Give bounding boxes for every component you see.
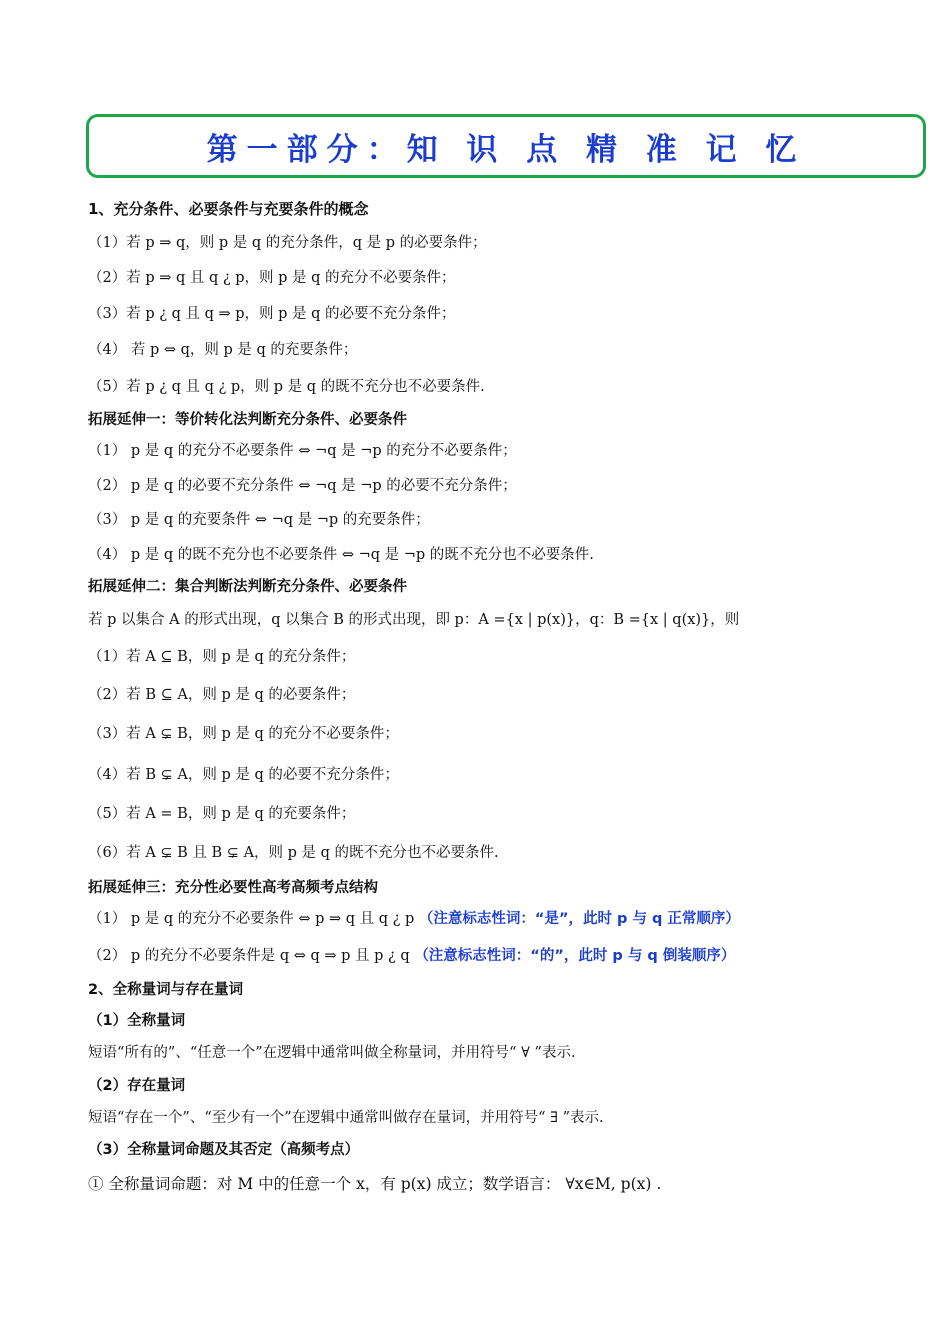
text-line: （1）若 p ⇒ q，则 p 是 q 的充分条件，q 是 p 的必要条件； — [88, 235, 487, 251]
text-line: （1） p 是 q 的充分不必要条件 ⇔ ¬q 是 ¬p 的充分不必要条件； — [88, 443, 517, 459]
text-line: （2）若 p ⇒ q 且 q ¿ p，则 p 是 q 的充分不必要条件； — [88, 270, 456, 286]
text-line: （2）若 B ⊆ A，则 p 是 q 的必要条件； — [88, 687, 356, 703]
section-heading: 1、充分条件、必要条件与充要条件的概念 — [88, 200, 369, 218]
text-line: （3）若 p ¿ q 且 q ⇒ p，则 p 是 q 的必要不充分条件； — [88, 306, 456, 322]
note: （注意标志性词：“是”，此时 p 与 q 正常顺序） — [418, 911, 740, 927]
text-line: （6）若 A ⊊ B 且 B ⊊ A，则 p 是 q 的既不充分也不必要条件. — [88, 845, 499, 861]
text-line: （4）若 B ⊊ A，则 p 是 q 的必要不充分条件； — [88, 767, 399, 783]
subheading: （1）全称量词 — [88, 1013, 186, 1029]
text-line: （4） 若 p ⇔ q，则 p 是 q 的充要条件； — [88, 342, 358, 358]
text-line: 若 p 以集合 A 的形式出现，q 以集合 B 的形式出现，即 p：A ={x | p(x)}，q：B ={x | q(x)}，则 — [88, 612, 740, 628]
text-line: （3） p 是 q 的充要条件 ⇔ ¬q 是 ¬p 的充要条件； — [88, 512, 430, 528]
section-heading: 2、全称量词与存在量词 — [88, 982, 244, 998]
text-line: （5）若 p ¿ q 且 q ¿ p，则 p 是 q 的既不充分也不必要条件. — [88, 379, 485, 395]
subheading: （2）存在量词 — [88, 1078, 186, 1094]
text-line-with-note — [88, 946, 735, 966]
subheading: 拓展延伸一：等价转化法判断充分条件、必要条件 — [88, 412, 407, 428]
text-line: 短语“所有的”、“任意一个”在逻辑中通常叫做全称量词，并用符号“ ∀ ”表示. — [88, 1045, 576, 1061]
text-line: （3）若 A ⊊ B，则 p 是 q 的充分不必要条件； — [88, 726, 399, 742]
page-title: 第一部分：知 识 点 精 准 记 忆 — [206, 131, 806, 168]
text-line-with-note — [88, 909, 740, 929]
subheading: （3）全称量词命题及其否定（高频考点） — [88, 1142, 360, 1158]
text-line: ① 全称量词命题：对 M 中的任意一个 x，有 p(x) 成立；数学语言： ∀x∈M, p(x) . — [88, 1175, 662, 1193]
subheading: 拓展延伸二：集合判断法判断充分条件、必要条件 — [88, 579, 407, 595]
subheading: 拓展延伸三：充分性必要性高考高频考点结构 — [88, 880, 378, 896]
text-line: 短语“存在一个”、“至少有一个”在逻辑中通常叫做存在量词，并用符号“ ∃ ”表示. — [88, 1110, 604, 1126]
title-banner — [86, 114, 926, 178]
text: （1） p 是 q 的充分不必要条件 ⇔ p ⇒ q 且 q ¿ p — [88, 911, 415, 927]
text-line: （2） p 是 q 的必要不充分条件 ⇔ ¬q 是 ¬p 的必要不充分条件； — [88, 478, 517, 494]
text-line: （5）若 A = B，则 p 是 q 的充要条件； — [88, 806, 356, 822]
note: （注意标志性词：“的”，此时 p 与 q 倒装顺序） — [414, 948, 736, 964]
text-line: （1）若 A ⊆ B，则 p 是 q 的充分条件； — [88, 649, 356, 665]
text-line: （4） p 是 q 的既不充分也不必要条件 ⇔ ¬q 是 ¬p 的既不充分也不必要条件. — [88, 547, 594, 563]
text: （2） p 的充分不必要条件是 q ⇔ q ⇒ p 且 p ¿ q — [88, 948, 410, 964]
